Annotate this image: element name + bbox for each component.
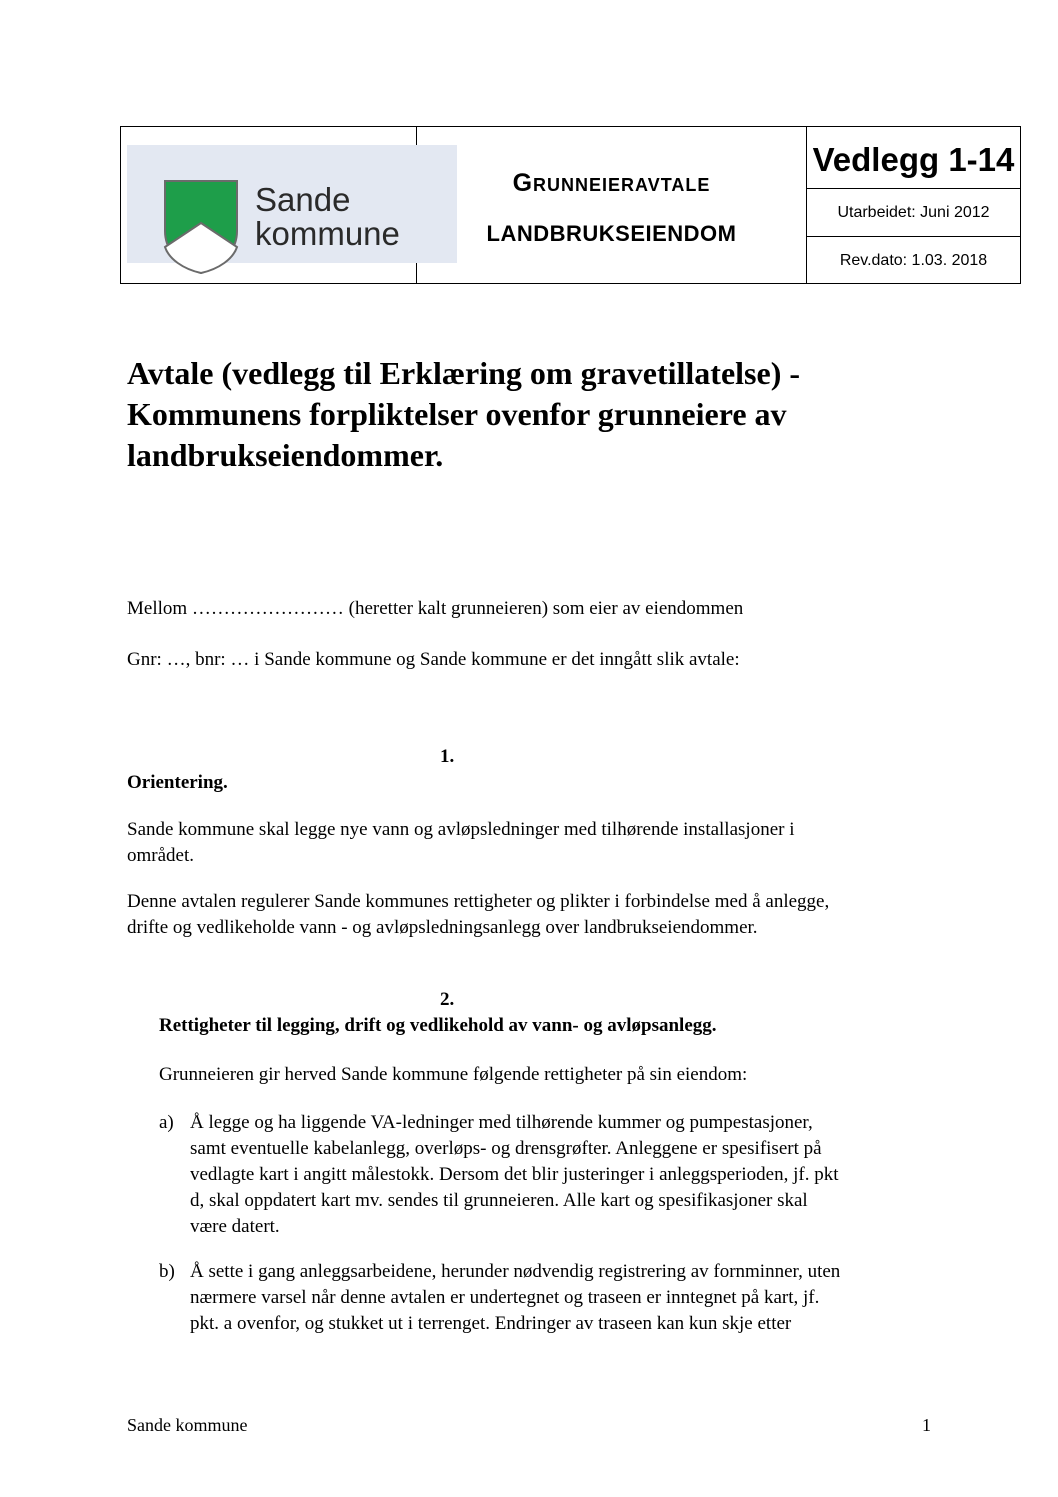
header-title-cell xyxy=(417,127,807,283)
logo-line-1: Sande xyxy=(255,181,351,218)
section-1-paragraph-2 xyxy=(127,889,829,941)
item-line: d, skal oppdatert kart mv. sendes til grunneieren. Alle kart og spesifikasjoner skal xyxy=(190,1190,808,1211)
document-header xyxy=(120,126,1021,284)
logo-cell xyxy=(121,127,417,283)
paragraph-line: drifte og vedlikeholde vann - og avløpsledningsanlegg over landbrukseiendommer. xyxy=(127,917,758,938)
paragraph-line: Sande kommune skal legge nye vann og avløpsledninger med tilhørende installasjoner i xyxy=(127,819,795,840)
footer-organization: Sande kommune xyxy=(127,1415,248,1435)
section-2-number: 2. xyxy=(440,989,455,1010)
paragraph-line: området. xyxy=(127,845,195,866)
header-title: Grunneieravtale xyxy=(512,169,711,197)
section-2-intro: Grunneieren gir herved Sande kommune følgende rettigheter på sin eiendom: xyxy=(159,1064,748,1085)
document-title-line-1: Avtale (vedlegg til Erklæring om gravetillatelse) - xyxy=(127,355,801,391)
section-1-number: 1. xyxy=(440,746,455,767)
parties-line: Mellom …………………… (heretter kalt grunneieren) som eier av eiendommen xyxy=(127,598,744,619)
header-meta-cell xyxy=(807,127,1020,283)
prepared-date: Utarbeidet: Juni 2012 xyxy=(807,189,1020,237)
shield-icon xyxy=(163,179,239,275)
section-2-heading: Rettigheter til legging, drift og vedlikehold av vann- og avløpsanlegg. xyxy=(159,1015,717,1036)
item-line: pkt. a ovenfor, og stukket ut i terrenget. Endringer av traseen kan kun skje etter xyxy=(190,1313,792,1334)
item-line: Å sette i gang anleggsarbeidene, herunder nødvendig registrering av fornminner, uten xyxy=(190,1261,841,1282)
document-title-line-3: landbrukseiendommer. xyxy=(127,437,444,473)
paragraph-line: Denne avtalen regulerer Sande kommunes rettigheter og plikter i forbindelse med å anlegge, xyxy=(127,891,830,912)
item-line: være datert. xyxy=(190,1216,280,1237)
property-line: Gnr: …, bnr: … i Sande kommune og Sande kommune er det inngått slik avtale: xyxy=(127,649,740,670)
item-line: Å legge og ha liggende VA-ledninger med tilhørende kummer og pumpestasjoner, xyxy=(190,1112,813,1133)
section-1-paragraph-1 xyxy=(127,817,794,869)
attachment-number: Vedlegg 1-14 xyxy=(807,127,1020,189)
revision-date: Rev.dato: 1.03. 2018 xyxy=(839,252,988,269)
item-line: nærmere varsel når denne avtalen er undertegnet og traseen er inntegnet på kart, jf. xyxy=(190,1287,820,1308)
document-title xyxy=(127,353,927,476)
header-subtitle: LANDBRUKSEIENDOM xyxy=(486,221,737,246)
item-a-label: a) xyxy=(159,1112,174,1133)
item-b-label: b) xyxy=(159,1261,175,1282)
logo xyxy=(127,145,457,263)
item-a-text xyxy=(190,1110,838,1240)
logo-line-2: kommune xyxy=(255,215,400,252)
document-title-line-2: Kommunens forpliktelser ovenfor grunneiere av xyxy=(127,396,787,432)
item-line: samt eventuelle kabelanlegg, overløps- og drensgrøfter. Anleggene er spesifisert på xyxy=(190,1138,822,1159)
item-line: vedlagte kart i angitt målestokk. Dersom det blir justeringer i anleggsperioden, jf. pkt xyxy=(190,1164,839,1185)
page-number: 1 xyxy=(922,1415,931,1435)
section-1-heading: Orientering. xyxy=(127,772,228,793)
item-b-text xyxy=(190,1259,840,1337)
logo-text xyxy=(255,183,400,251)
